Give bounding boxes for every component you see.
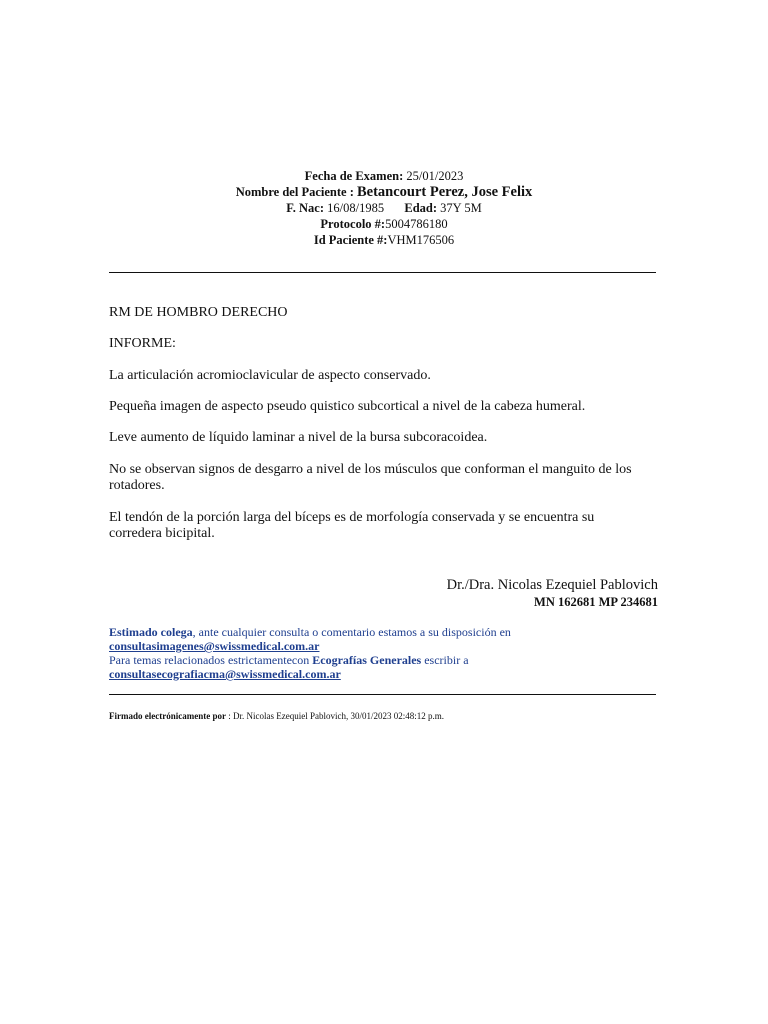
electronic-signature-footer xyxy=(109,710,444,722)
patient-id-row xyxy=(0,232,768,248)
signed-label: Firmado electrónicamente por xyxy=(109,711,226,721)
birth-age-row xyxy=(0,200,768,216)
ultrasound-suffix: escribir a xyxy=(421,653,469,667)
header-divider xyxy=(109,272,656,273)
signed-details: : Dr. Nicolas Ezequiel Pablovich, 30/01/2023 02:48:12 p.m. xyxy=(225,711,444,721)
imaging-email-link[interactable]: consultasimagenes@swissmedical.com.ar xyxy=(109,639,320,653)
age-label: Edad: xyxy=(404,201,438,215)
patient-id-label: Id Paciente #: xyxy=(313,233,388,247)
physician-name: Dr./Dra. Nicolas Ezequiel Pablovich xyxy=(446,577,658,593)
patient-header xyxy=(0,168,768,248)
footer-divider xyxy=(109,694,656,695)
finding-paragraph: No se observan signos de desgarro a nivel de los músculos que conforman el manguito de los rotadores. xyxy=(109,462,632,493)
ultrasound-email-link[interactable]: consultasecografiacma@swissmedical.com.ar xyxy=(109,667,341,681)
patient-name-value: Betancourt Perez, Jose Felix xyxy=(356,184,533,200)
protocol-row xyxy=(0,216,768,232)
protocol-value: 5004786180 xyxy=(385,217,448,231)
contact-notice xyxy=(109,625,669,681)
age-value: 37Y 5M xyxy=(440,201,482,215)
signature-block xyxy=(447,577,658,610)
finding-paragraph: Leve aumento de líquido laminar a nivel de la bursa subcoracoidea. xyxy=(109,430,488,445)
birth-date-label: F. Nac: xyxy=(286,201,325,215)
patient-id-value: VHM176506 xyxy=(387,233,455,247)
birth-date-value: 16/08/1985 xyxy=(327,201,385,215)
physician-registration: MN 162681 MP 234681 xyxy=(534,595,658,609)
exam-date-label: Fecha de Examen: xyxy=(304,169,404,183)
contact-intro: , ante cualquier consulta o comentario estamos a su disposición en xyxy=(192,625,511,639)
finding-paragraph: Pequeña imagen de aspecto pseudo quistico subcortical a nivel de la cabeza humeral. xyxy=(109,399,586,414)
contact-line-3 xyxy=(109,653,669,667)
contact-line-4 xyxy=(109,667,669,681)
ultrasound-topic: Ecografías Generales xyxy=(312,653,422,667)
exam-date-row xyxy=(0,168,768,184)
exam-date-value: 25/01/2023 xyxy=(406,169,464,183)
section-heading: INFORME: xyxy=(109,336,176,351)
contact-line-1 xyxy=(109,625,669,639)
finding-paragraph: La articulación acromioclavicular de aspecto conservado. xyxy=(109,368,431,383)
patient-name-row xyxy=(0,184,768,200)
protocol-label: Protocolo #: xyxy=(320,217,386,231)
patient-name-label: Nombre del Paciente : xyxy=(235,185,354,199)
greeting: Estimado colega xyxy=(109,625,193,639)
study-title: RM DE HOMBRO DERECHO xyxy=(109,305,288,320)
contact-line-2 xyxy=(109,639,669,653)
finding-paragraph: El tendón de la porción larga del bíceps es de morfología conservada y se encuentra su corredera bicipital. xyxy=(109,510,595,541)
ultrasound-intro: Para temas relacionados estrictamentecon xyxy=(109,653,313,667)
